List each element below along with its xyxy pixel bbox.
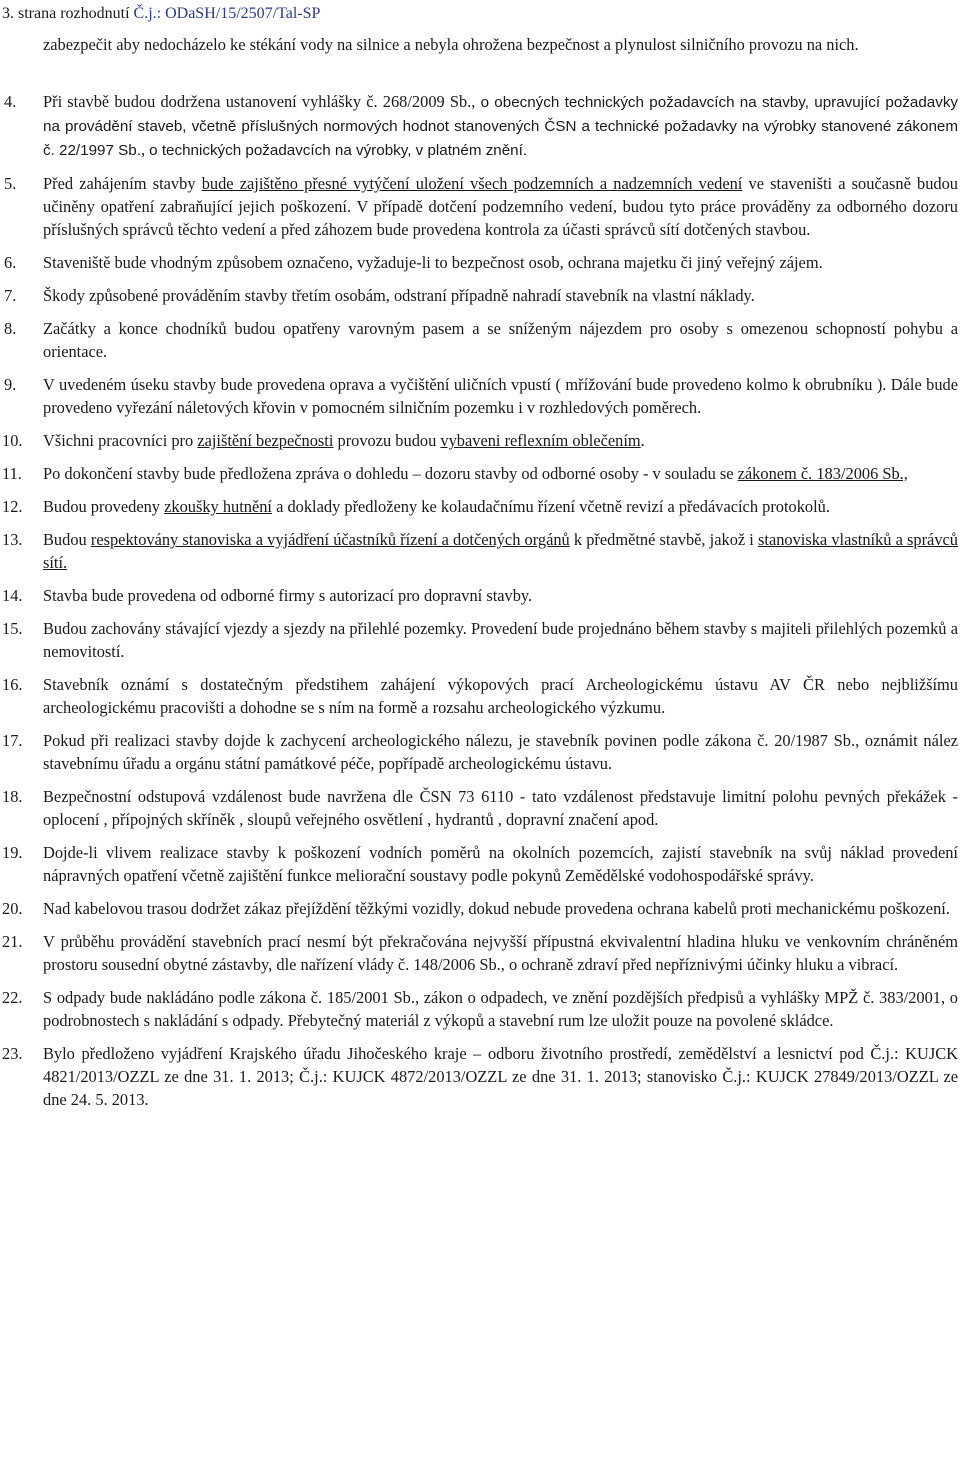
text-segment: Škody způsobené prováděním stavby třetím osobám, odstraní případně nahradí stavebník na vlastní náklady. bbox=[43, 286, 755, 305]
text-segment: a doklady předloženy ke kolaudačnímu řízení včetně revizí a předávacích protokolů. bbox=[272, 497, 830, 516]
text-segment: o obecných technických požadavcích na stavby, upravující požadavky na provádění staveb, včetně příslušných normových hodnot stanovených ČSN a technické požadavky na výrobky stanovené zákonem č. 22/1997 Sb. bbox=[43, 94, 959, 159]
item-text bbox=[43, 675, 958, 717]
condition-item bbox=[0, 462, 958, 485]
text-segment: V průběhu provádění stavebních prací nesmí být překračována nejvyšší přípustná ekvivalentní hladina hluku ve venkovním chráněném prostoru sousední obytné zástavby, dle nařízení vlády č. 148/2006 Sb., o ochraně zdraví před nepříznivými účinky hluku a vibrací. bbox=[43, 932, 958, 974]
text-segment: Stavebník oznámí s dostatečným předstihem zahájení výkopových prací Archeologickému ústavu AV ČR nebo nejbližšímu archeologickému pracovišti a dohodne se s ním na formě a rozsahu archeologického výzkumu. bbox=[43, 675, 958, 717]
underlined-text: vybaveni reflexním oblečením bbox=[440, 431, 641, 450]
item-text bbox=[43, 253, 823, 272]
item-number: 12. bbox=[2, 497, 23, 516]
condition-item bbox=[0, 986, 958, 1032]
condition-item bbox=[0, 897, 958, 920]
underlined-text: zákonem č. 183/2006 Sb., bbox=[737, 464, 908, 483]
text-segment: Pokud při realizaci stavby dojde k zachycení archeologického nálezu, je stavebník povinen podle zákona č. 20/1987 Sb., oznámit nález stavebnímu úřadu a orgánu státní památkové péče, popřípadě archeologickému ústavu. bbox=[43, 731, 958, 773]
item-text bbox=[43, 174, 958, 239]
item-text bbox=[43, 375, 958, 417]
item-number: 22. bbox=[2, 988, 23, 1007]
text-segment: Budou zachovány stávající vjezdy a sjezdy na přilehlé pozemky. Provedení bude projednáno během stavby s majiteli přilehlých pozemků a nemovitostí. bbox=[43, 619, 958, 661]
underlined-text: respektovány stanoviska a vyjádření účastníků řízení a dotčených orgánů bbox=[90, 530, 570, 549]
text-segment: Stavba bude provedena od odborné firmy s autorizací pro dopravní stavby. bbox=[43, 586, 533, 605]
item-number: 15. bbox=[2, 619, 23, 638]
conditions-list bbox=[0, 90, 958, 1121]
condition-item bbox=[0, 673, 958, 719]
text-segment: Nad kabelovou trasou dodržet zákaz přejíždění těžkými vozidly, dokud nebude provedena ochrana kabelů proti mechanickému poškození. bbox=[43, 899, 950, 918]
item-text bbox=[43, 319, 958, 361]
underlined-text: zajištění bezpečnosti bbox=[197, 431, 334, 450]
item-number: 23. bbox=[2, 1044, 23, 1063]
text-segment: Budou bbox=[43, 530, 91, 549]
item-number: 18. bbox=[2, 787, 23, 806]
item-text bbox=[43, 286, 755, 305]
text-segment: , bbox=[140, 140, 150, 159]
item-number: 11. bbox=[2, 464, 22, 483]
text-segment: Všichni pracovníci pro bbox=[43, 431, 198, 450]
text-segment: S odpady bude nakládáno podle zákona č. 185/2001 Sb., zákon o odpadech, ve znění pozdějších předpisů a vyhlášky MPŽ č. 383/2001, o podrobnostech s nakládání s odpady. Přebytečný materiál z výkopů a stavební rum lze uložit pouze na povolené skládce. bbox=[43, 988, 958, 1030]
reference-number: Č.j.: ODaSH/15/2507/Tal-SP bbox=[133, 5, 321, 22]
condition-item bbox=[0, 172, 958, 241]
text-segment: Budou provedeny bbox=[43, 497, 165, 516]
text-segment: o technických požadavcích na výrobky, v platném znění. bbox=[149, 142, 528, 159]
item-number: 6. bbox=[4, 253, 17, 272]
item-number: 16. bbox=[2, 675, 23, 694]
item-text bbox=[43, 899, 950, 918]
text-segment: Po dokončení stavby bude předložena zpráva o dohledu – dozoru stavby od odborné osoby - v souladu se bbox=[43, 464, 738, 483]
condition-item bbox=[0, 317, 958, 363]
item-text bbox=[43, 1044, 958, 1109]
item-text bbox=[43, 988, 958, 1030]
text-segment: ve staveništi a současně budou učiněny opatření zabraňující jejich poškození. V případě dotčení podzemního vedení, budou tyto práce prováděny za odborného dozoru příslušných správců těchto vedení a před záhozem bude provedena kontrola za účasti správců sítí dotčených stavbou. bbox=[43, 174, 958, 239]
text-segment: Při stavbě budou dodržena ustanovení vyhlášky č. 268/2009 Sb., bbox=[43, 92, 481, 111]
condition-item bbox=[0, 841, 958, 887]
condition-item bbox=[0, 90, 958, 162]
text-segment: V uvedeném úseku stavby bude provedena oprava a vyčištění uličních vpustí ( mřížování bude provedeno kolmo k obrubníku ). Dále bude provedeno vyřezání náletových křovin v pomocném silničním pozemku i v rozhledových poměrech. bbox=[43, 375, 958, 417]
text-segment: k předmětné stavbě, jakož i bbox=[569, 530, 759, 549]
item-text bbox=[43, 731, 958, 773]
underlined-text: zkoušky hutnění bbox=[164, 497, 272, 516]
text-segment: provozu budou bbox=[333, 431, 441, 450]
condition-item bbox=[0, 284, 958, 307]
condition-item bbox=[0, 373, 958, 419]
item-text bbox=[43, 92, 958, 159]
item-text bbox=[43, 464, 908, 483]
condition-item bbox=[0, 495, 958, 518]
item-number: 4. bbox=[4, 92, 17, 111]
text-segment: Bezpečnostní odstupová vzdálenost bude navržena dle ČSN 73 6110 - tato vzdálenost představuje limitní polohu pevných překážek - oplocení , přípojných skříněk , sloupů veřejného osvětlení , hydrantů , dopravní značení apod. bbox=[43, 787, 958, 829]
item-number: 8. bbox=[4, 319, 17, 338]
condition-item bbox=[0, 617, 958, 663]
condition-item bbox=[0, 1042, 958, 1111]
condition-item bbox=[0, 729, 958, 775]
text-segment: Začátky a konce chodníků budou opatřeny varovným pasem a se sníženým nájezdem pro osoby s omezenou schopností pohybu a orientace. bbox=[43, 319, 958, 361]
text-segment: Bylo předloženo vyjádření Krajského úřadu Jihočeského kraje – odboru životního prostředí, zemědělství a lesnictví pod Č.j.: KUJCK 4821/2013/OZZL ze dne 31. 1. 2013; Č.j.: KUJCK 4872/2013/OZZL ze dne 31. 1. 2013; stanovisko Č.j.: KUJCK 27849/2013/OZZL ze dne 24. 5. 2013. bbox=[43, 1044, 958, 1109]
condition-item bbox=[0, 584, 958, 607]
condition-item bbox=[0, 785, 958, 831]
item-text bbox=[43, 497, 830, 516]
item-text bbox=[43, 843, 958, 885]
text-segment: . bbox=[640, 431, 645, 450]
text-segment: Před zahájením stavby bbox=[43, 174, 202, 193]
item-text bbox=[43, 787, 958, 829]
condition-item bbox=[0, 930, 958, 976]
underlined-text: bude zajištěno přesné vytýčení uložení všech podzemních a nadzemních vedení bbox=[201, 174, 743, 193]
item-text bbox=[43, 431, 645, 450]
item-text bbox=[43, 586, 532, 605]
continued-paragraph: zabezpečit aby nedocházelo ke stékání vody na silnice a nebyla ohrožena bezpečnost a plynulost silničního provozu na nich. bbox=[43, 35, 859, 54]
condition-item bbox=[0, 429, 958, 452]
item-number: 9. bbox=[4, 375, 17, 394]
item-number: 17. bbox=[2, 731, 23, 750]
page-header bbox=[2, 4, 320, 24]
item-text bbox=[43, 530, 958, 572]
item-number: 19. bbox=[2, 843, 23, 862]
item-text bbox=[43, 619, 958, 661]
item-text bbox=[43, 932, 958, 974]
item-number: 21. bbox=[2, 932, 23, 951]
text-segment: Staveniště bude vhodným způsobem označeno, vyžaduje-li to bezpečnost osob, ochrana majetku či jiný veřejný zájem. bbox=[43, 253, 823, 272]
item-number: 10. bbox=[2, 431, 23, 450]
item-number: 14. bbox=[2, 586, 23, 605]
underlined-text: stanoviska vlastníků a správců sítí. bbox=[43, 530, 958, 572]
text-segment: Dojde-li vlivem realizace stavby k poškození vodních poměrů na okolních pozemcích, zajistí stavebník na svůj náklad provedení nápravných opatření včetně zajištění funkce meliorační soustavy podle pokynů Zemědělské vodohospodářské správy. bbox=[43, 843, 958, 885]
page-number-label: 3. strana rozhodnutí bbox=[2, 5, 134, 22]
item-number: 7. bbox=[4, 286, 17, 305]
item-number: 20. bbox=[2, 899, 23, 918]
item-number: 13. bbox=[2, 530, 23, 549]
item-number: 5. bbox=[4, 174, 17, 193]
condition-item bbox=[0, 251, 958, 274]
condition-item bbox=[0, 528, 958, 574]
